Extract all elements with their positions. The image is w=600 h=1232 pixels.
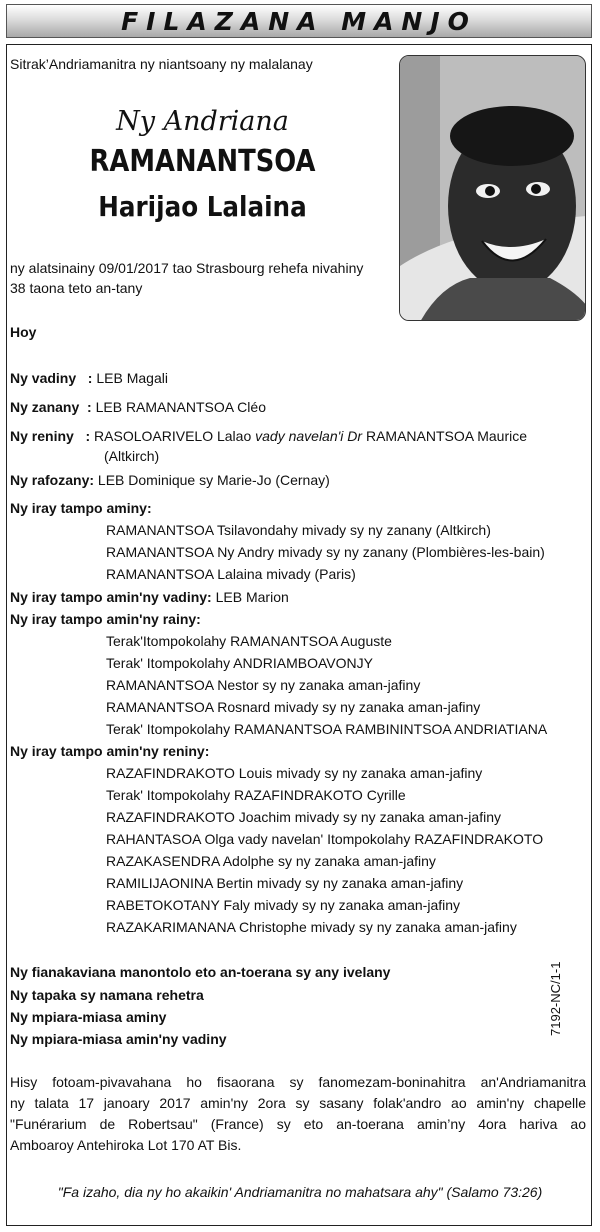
list-item: Terak'Itompokolahy RAMANANTSOA Auguste [106,633,392,649]
closing-line: Ny mpiara-miasa amin'ny vadiny [10,1031,227,1047]
relative-vadiny: Ny vadiny : LEB Magali [10,370,168,386]
list-item: RAMANANTSOA Nestor sy ny zanaka aman-jafiny [106,677,421,693]
intro-line: Sitrak’Andriamanitra ny niantsoany ny malalanay [10,56,313,72]
list-item: RAMANANTSOA Ny Andry mivady sy ny zanany (Plombières-les-bain) [106,544,545,560]
relative-rafozany [10,472,330,489]
tampo-vadiny-value: LEB Marion [215,589,289,605]
rafozany-label: Ny rafozany: [10,472,95,488]
list-item: RAMILIJAONINA Bertin mivady sy ny zanaka aman-jafiny [106,875,464,891]
quote-reference: (Salamo 73:26) [446,1184,543,1200]
list-item: RAMANANTSOA Lalaina mivady (Paris) [106,566,356,582]
zanany-value: LEB RAMANANTSOA Cléo [95,399,266,415]
ceremony-line: "Funérarium de Robertsau" (France) sy eto an-toerana amin’ny 4ora hariva ao [10,1116,586,1132]
deceased-surname: RAMANANTSOA [89,144,316,179]
reniny-label: Ny reniny [10,428,74,444]
closing-line: Ny fianakaviana manontolo eto an-toerana sy any ivelany [10,964,391,980]
reniny-value-start: RASOLOARIVELO Lalao [94,428,256,444]
death-line-1: ny alatsinainy 09/01/2017 tao Strasbourg rehefa nivahiny [10,260,364,276]
reniny-value-end: RAMANANTSOA Maurice [362,428,528,444]
vadiny-value: LEB Magali [96,370,168,386]
list-item: RABETOKOTANY Faly mivady sy ny zanaka aman-jafiny [106,897,461,913]
relative-reniny: Ny reniny : RASOLOARIVELO Lalao vady navelan'i Dr RAMANANTSOA Maurice [10,428,528,444]
ceremony-paragraph [10,1072,586,1156]
list-item: RAZAKARIMANANA Christophe mivady sy ny zanaka aman-jafiny [106,919,517,935]
list-item: Terak' Itompokolahy RAZAFINDRAKOTO Cyrille [106,787,406,803]
reniny-continuation: (Altkirch) [104,448,160,464]
list-item: RAMANANTSOA Tsilavondahy mivady sy ny zanany (Altkirch) [106,522,491,538]
rafozany-value: LEB Dominique sy Marie-Jo (Cernay) [97,472,330,488]
list-item: RAZAFINDRAKOTO Louis mivady sy ny zanaka aman-jafiny [106,765,483,781]
list-item: RAHANTASOA Olga vady navelan' Itompokolahy RAZAFINDRAKOTO [106,831,544,847]
tampo-vadiny-label: Ny iray tampo amin'ny vadiny: [10,589,212,605]
relative-tampo-vadiny [10,589,289,606]
honorific: Ny Andriana [116,106,289,137]
ceremony-line: ny talata 17 janoary 2017 amin'ny 2ora sy sasany folak'andro ao amin'ny chapelle [10,1095,586,1111]
list-item: RAZAFINDRAKOTO Joachim mivady sy ny zanaka aman-jafiny [106,809,501,825]
header-banner [6,4,592,38]
relative-zanany: Ny zanany : LEB RAMANANTSOA Cléo [10,399,266,415]
reniny-value-italic: vady navelan'i Dr [255,428,363,444]
tampo-rainy-label: Ny iray tampo amin'ny rainy: [10,611,201,627]
quote-text: "Fa izaho, dia ny ho akaikin' Andriamanitra no mahatsara ahy" [57,1184,443,1200]
list-item: Terak' Itompokolahy RAMANANTSOA RAMBININTSOA ANDRIATIANA [106,721,548,737]
banner-title: FILAZANA MANJO [121,6,477,36]
zanany-label: Ny zanany [10,399,80,415]
ceremony-line: Amboaroy Antehiroka Lot 170 AT Bis. [10,1137,242,1153]
deceased-given-names: Harijao Lalaina [98,190,307,223]
portrait-illustration [400,56,586,321]
closing-line: Ny mpiara-miasa aminy [10,1009,167,1025]
vadiny-label: Ny vadiny [10,370,77,386]
list-item: Terak' Itompokolahy ANDRIAMBOAVONJY [106,655,373,671]
ceremony-line: Hisy fotoam-pivavahana ho fisaorana sy fanomezam-boninahitra an'Andriamanitra [10,1074,586,1090]
list-item: RAZAKASENDRA Adolphe sy ny zanaka aman-jafiny [106,853,436,869]
ad-reference-code: 7192-NC/1-1 [548,961,563,1036]
hoy-label: Hoy [10,324,37,340]
closing-line: Ny tapaka sy namana rehetra [10,987,204,1003]
tampo-aminy-label: Ny iray tampo aminy: [10,500,152,516]
tampo-reniny-label: Ny iray tampo amin'ny reniny: [10,743,210,759]
portrait-photo [399,55,586,321]
scripture-quote [0,1184,600,1200]
list-item: RAMANANTSOA Rosnard mivady sy ny zanaka aman-jafiny [106,699,481,715]
death-line-2: 38 taona teto an-tany [10,280,143,296]
